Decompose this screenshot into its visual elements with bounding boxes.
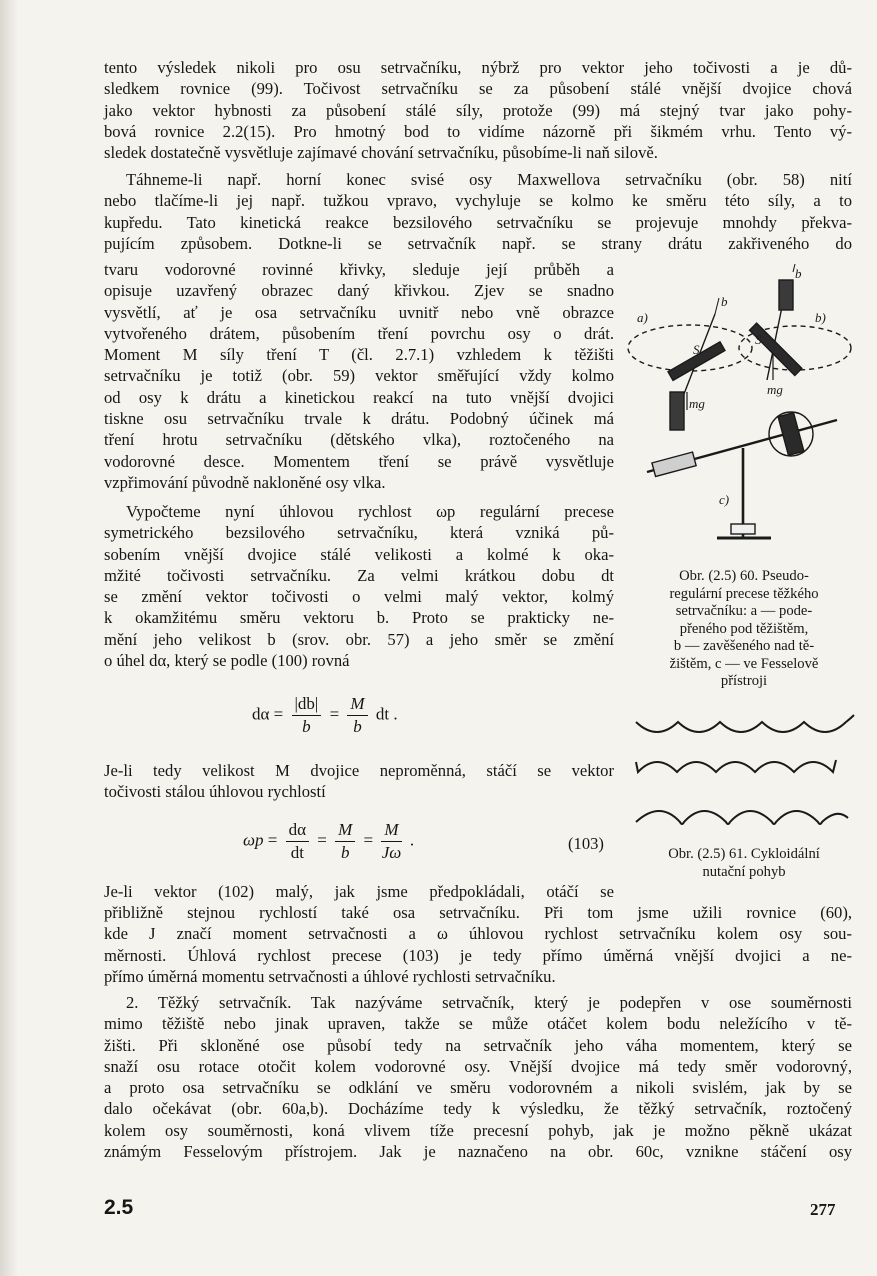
caption-line: Obr. (2.5) 60. Pseudo- bbox=[679, 568, 809, 584]
eq-numerator: dα bbox=[286, 820, 309, 842]
text-line: vzpřimování původně nakloněné osy vlka. bbox=[104, 472, 386, 492]
text-line: snaží osu rotace otočit kolem vodorovné osy. Vnější dvojice má tedy směr vodorovný, bbox=[104, 1056, 852, 1076]
caption-line: nutační pohyb bbox=[702, 863, 786, 880]
eq-fraction bbox=[335, 820, 355, 863]
text-line: Vypočteme nyní úhlovou rychlost ωp regulární precese bbox=[126, 502, 614, 521]
text-line: mimo těžiště nebo jinak upraven, takže se může otáčet kolem bodu neležícího v tě- bbox=[104, 1014, 852, 1034]
vector-b-a bbox=[715, 298, 719, 314]
support-a bbox=[670, 392, 684, 430]
eq-tail: dt . bbox=[375, 704, 398, 724]
eq-denominator: b bbox=[302, 717, 311, 736]
text-line: mění jeho velikost b (srov. obr. 57) a jeho směr se změní bbox=[104, 629, 614, 649]
text-line: přibližně stejnou rychlostí také osa setrvačníku. Při tom jsme užili rovnice (60), bbox=[104, 903, 852, 922]
eq-denominator: b bbox=[353, 717, 362, 736]
section-number: 2.5 bbox=[104, 1196, 134, 1219]
eq-denominator: b bbox=[340, 843, 350, 862]
text-line: kolem osy souměrnosti, koná vlivem tíže precesní pohyb, jak je možno pěkně ukázat bbox=[104, 1120, 852, 1140]
text-line: tiskne osu setrvačníku trvale k drátu. Podobný účinek má bbox=[104, 409, 614, 429]
nutation-curve-middle bbox=[636, 760, 836, 772]
eq-numerator: M bbox=[381, 820, 401, 842]
caption-line: přístroji bbox=[720, 673, 768, 689]
vector-b-label-a: b bbox=[721, 294, 728, 309]
eq-fraction bbox=[347, 694, 367, 737]
text-line: kupředu. Tato kinetická reakce bezsilového setrvačníku se projevuje mnohdy překva- bbox=[104, 212, 852, 232]
text-line: vytvořeného drátem, působením tření povrchu osy o drát. bbox=[104, 323, 614, 343]
stand-sleeve bbox=[731, 524, 755, 534]
paragraph-5 bbox=[104, 881, 614, 902]
eq-numerator: M bbox=[347, 694, 367, 716]
text-line: tření hrotu setrvačníku (dětského vlka), roztočeného na bbox=[104, 430, 614, 450]
caption-line: b — zavěšeného nad tě- bbox=[673, 638, 815, 654]
nutation-curve-upper bbox=[636, 715, 854, 732]
weight-label-a: mg bbox=[689, 396, 705, 411]
figure-60-gyroscope-drawing bbox=[615, 262, 877, 562]
text-line: tento výsledek nikoli pro osu setrvačníku, nýbrž pro vektor jeho točivosti a je dů- bbox=[104, 58, 852, 77]
text-line: Je-li vektor (102) malý, jak jsme předpokládali, otáčí se bbox=[104, 882, 614, 901]
centroid-label-a: S bbox=[693, 342, 700, 357]
text-line: k okamžitému směru vektoru b. Proto se prakticky ne- bbox=[104, 608, 614, 628]
text-line: mžité točivosti setrvačníku. Za velmi krátkou dobu dt bbox=[104, 565, 614, 585]
text-line: vodorovné desce. Momentem tření se právě vysvětluje bbox=[104, 451, 614, 471]
paragraph-4 bbox=[104, 760, 614, 803]
centroid-label-b: S bbox=[755, 332, 762, 347]
page-number: 277 bbox=[810, 1200, 836, 1219]
text-line: přímo úměrná momentu setrvačnosti a úhlové rychlosti setrvačníku. bbox=[104, 966, 556, 986]
text-line: jako vektor hybnosti za působení stálé síly, protože (99) má stejný tvar jako pohy- bbox=[104, 100, 852, 120]
paragraph-3 bbox=[104, 501, 614, 671]
text-line: opisuje uzavřený obrazec daný křivkou. Zjev se snadno bbox=[104, 281, 614, 301]
text-line: vysvětlí, ať je osa setrvačníku uvnitř nebo vně obrazce bbox=[104, 302, 614, 322]
eq-lhs: dα bbox=[252, 704, 270, 724]
text-line: tvaru vodorovné rovinné křivky, sleduje její průběh a bbox=[104, 260, 614, 279]
text-line: Je-li tedy velikost M dvojice neproměnná, stáčí se vektor bbox=[104, 761, 614, 780]
eq-denominator: Jω bbox=[381, 843, 402, 862]
eq-fraction bbox=[381, 820, 401, 863]
text-line: o úhel dα, který se podle (100) rovná bbox=[104, 651, 350, 671]
text-line: sledek dostatečně vysvětluje zajímavé chování setrvačníku, působíme-li naň silově. bbox=[104, 143, 658, 163]
text-line: symetrického bezsilového setrvačníku, která vzniká pů- bbox=[104, 523, 614, 543]
label-c: c) bbox=[719, 492, 730, 507]
paragraph-2-continued bbox=[104, 259, 614, 493]
figure-61-nutation-curves bbox=[632, 702, 858, 842]
caption-line: setrvačníku: a — pode- bbox=[675, 603, 813, 619]
eq-numerator: M bbox=[335, 820, 355, 842]
text-line: sledkem rovnice (99). Točivost setrvačníku se za působení stálé vnější dvojice chová bbox=[104, 79, 852, 99]
equation-number: (103) bbox=[568, 834, 604, 853]
text-line: se změní vektor točivosti o velmi malý vektor, kolmý bbox=[104, 587, 614, 607]
eq-numerator: |db| bbox=[292, 694, 322, 716]
caption-line: regulární precese těžkého bbox=[669, 585, 819, 602]
text-line: 2. Těžký setrvačník. Tak nazýváme setrvačník, který je podepřen v ose souměrnosti bbox=[126, 993, 852, 1012]
text-line: od osy k drátu a kinetickou reakcí na tuto vnější dvojici bbox=[104, 387, 614, 407]
nutation-curve-lower bbox=[636, 811, 848, 824]
paragraph-2 bbox=[104, 169, 852, 254]
text-line: pujícím způsobem. Dotkne-li se setrvačník např. se strany drátu zakřiveného do bbox=[104, 233, 852, 253]
eq-lhs: ωp bbox=[243, 830, 264, 850]
counterweight bbox=[652, 452, 696, 476]
page-edge-shadow bbox=[0, 0, 18, 1276]
text-line: setrvačníku je totiž (obr. 59) vektor směřující vždy kolmo bbox=[104, 366, 614, 386]
weight-label-b: mg bbox=[767, 382, 783, 397]
text-line: měrnosti. Úhlová rychlost precese (103) je tedy přímo úměrná vnější dvojici a ne- bbox=[104, 945, 852, 965]
text-line: známým Fesselovým přístrojem. Jak je naznačeno na obr. 60c, vznikne stáčení osy bbox=[104, 1142, 852, 1162]
text-line: Táhneme-li např. horní konec svisé osy Maxwellova setrvačníku (obr. 58) nití bbox=[126, 170, 852, 189]
text-line: nebo tlačíme-li jej např. tužkou vpravo, vychyluje se kolmo ke směru této síly, a to bbox=[104, 191, 852, 211]
label-a: a) bbox=[637, 310, 648, 325]
caption-line: žištěm, c — ve Fesselově bbox=[669, 655, 819, 672]
rotor-b bbox=[750, 323, 802, 375]
caption-line: Obr. (2.5) 61. Cykloidální bbox=[668, 846, 820, 862]
eq-denominator: dt bbox=[290, 843, 304, 862]
equation-precession: ωp = $\frac{d\alpha}{dt}$ = $\frac{M}{b}$ = $\frac{M}{J\omega}$ . bbox=[243, 820, 415, 862]
text-line: kde J značí moment setrvačnosti a ω úhlovou rychlost setrvačníku kolem osy sou- bbox=[104, 924, 852, 944]
suspension-b bbox=[779, 280, 793, 310]
text-line: dalo očekávat (obr. 60a,b). Docházíme tedy k výsledku, že těžký setrvačník, roztočený bbox=[104, 1099, 852, 1119]
label-b: b) bbox=[815, 310, 826, 325]
figure-61-caption bbox=[634, 846, 854, 881]
figure-60-caption bbox=[634, 568, 854, 691]
text-line: bová rovnice 2.2(15). Pro hmotný bod to vidíme názorně při šikmém vrhu. Tento vý- bbox=[104, 121, 852, 141]
paragraph-6 bbox=[104, 992, 852, 1162]
equation-dalpha: dα = $\frac{|db|}{b}$ = $\frac{M}{b}$ dt . bbox=[252, 694, 398, 736]
eq-fraction bbox=[292, 694, 322, 737]
eq-fraction bbox=[286, 820, 309, 863]
vector-b-label-b: b bbox=[795, 266, 802, 281]
text-line: žišti. Při skloněné ose působí tedy na setrvačník jeho váha momentem, který se bbox=[104, 1035, 852, 1055]
paragraph-1 bbox=[104, 57, 852, 163]
text-line: Moment M síly tření T (čl. 2.7.1) vzhledem k těžišti bbox=[104, 345, 614, 365]
text-line: točivosti stálou úhlovou rychlostí bbox=[104, 782, 326, 802]
text-line: sobením vnější dvojice stálé velikosti a kolmé k oka- bbox=[104, 544, 614, 564]
caption-line: přeného pod těžištěm, bbox=[679, 620, 809, 637]
text-line: a proto osa setrvačníku se odklání ve směru vodorovném a nikoli svislém, jak by se bbox=[104, 1078, 852, 1098]
paragraph-5-continued bbox=[104, 902, 852, 987]
